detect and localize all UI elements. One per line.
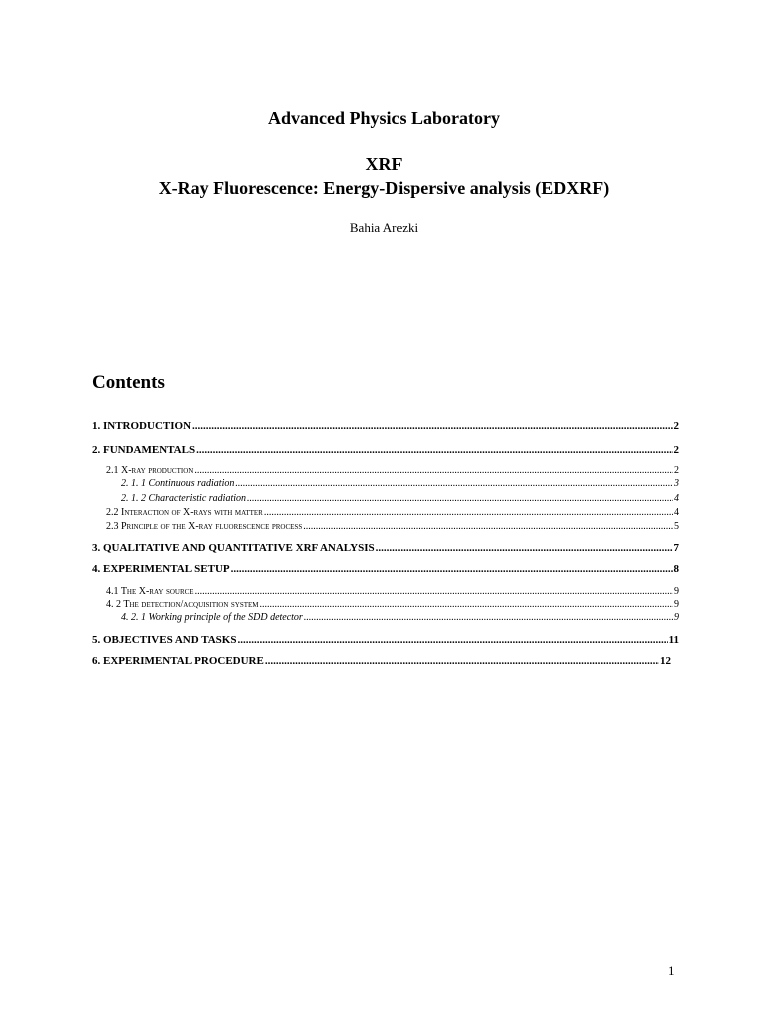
toc-entry-label: 4.1 The X-ray source [106, 586, 194, 597]
toc-leader-dots [304, 612, 673, 623]
toc-entry-detection-system[interactable] [106, 599, 679, 610]
toc-entry-sdd-detector[interactable] [121, 612, 679, 623]
toc-entry-page: 2 [673, 420, 679, 432]
toc-entry-page: 9 [674, 612, 679, 623]
toc-entry-page: 5 [674, 521, 679, 532]
toc-entry-label: 4. EXPERIMENTAL SETUP [92, 563, 230, 575]
toc-entry-page: 2 [673, 444, 679, 456]
author-name: Bahia Arezki [349, 220, 419, 235]
toc-leader-dots [235, 478, 673, 489]
toc-entry-page: 4 [674, 493, 679, 504]
toc-entry-label: 4. 2 The detection/acquisition system [106, 599, 259, 610]
lab-title: Advanced Physics Laboratory [267, 108, 500, 128]
toc-entry-xray-production[interactable] [106, 465, 679, 476]
full-title: X-Ray Fluorescence: Energy-Dispersive analysis (EDXRF) [158, 178, 610, 198]
toc-entry-interaction[interactable] [106, 507, 679, 518]
toc-leader-dots [196, 444, 672, 456]
toc-entry-label: 2. FUNDAMENTALS [92, 444, 196, 456]
toc-leader-dots [376, 542, 673, 554]
toc-entry-page: 9 [674, 586, 679, 597]
toc-entry-introduction[interactable] [92, 420, 679, 432]
toc-leader-dots [260, 599, 673, 610]
short-title: XRF [365, 154, 403, 174]
toc-entry-characteristic-radiation[interactable] [121, 493, 679, 504]
toc-entry-page: 8 [673, 563, 679, 575]
page-number: 1 [668, 963, 675, 978]
toc-leader-dots [265, 655, 659, 667]
toc-leader-dots [303, 521, 673, 532]
toc-leader-dots [231, 563, 673, 575]
toc-entry-page: 9 [674, 599, 679, 610]
toc-entry-label: 2.2 Interaction of X-rays with matter [106, 507, 263, 518]
toc-leader-dots [192, 420, 672, 432]
toc-entry-label: 1. INTRODUCTION [92, 420, 192, 432]
toc-entry-label: 4. 2. 1 Working principle of the SDD detector [121, 612, 303, 623]
toc-entry-procedure[interactable] [92, 655, 671, 667]
toc-entry-label: 2.1 X-ray production [106, 465, 194, 476]
toc-entry-objectives[interactable] [92, 634, 679, 646]
toc-leader-dots [264, 507, 673, 518]
toc-entry-page: 11 [668, 634, 679, 646]
toc-entry-label: 6. EXPERIMENTAL PROCEDURE [92, 655, 264, 667]
toc-entry-xray-source[interactable] [106, 586, 679, 597]
toc-entry-fundamentals[interactable] [92, 444, 679, 456]
toc-entry-label: 3. QUALITATIVE AND QUANTITATIVE XRF ANALYSIS [92, 542, 375, 554]
toc-leader-dots [194, 465, 673, 476]
toc-entry-experimental-setup[interactable] [92, 563, 679, 575]
toc-entry-analysis[interactable] [92, 542, 679, 554]
toc-entry-page: 2 [674, 465, 679, 476]
contents-heading: Contents [92, 372, 165, 393]
toc-entry-label: 5. OBJECTIVES AND TASKS [92, 634, 237, 646]
toc-entry-page: 4 [674, 507, 679, 518]
toc-entry-page: 7 [673, 542, 679, 554]
toc-entry-label: 2.3 Principle of the X-ray fluorescence process [106, 521, 303, 532]
toc-leader-dots [195, 586, 673, 597]
toc-entry-page: 3 [674, 478, 679, 489]
toc-entry-label: 2. 1. 1 Continuous radiation [121, 478, 235, 489]
toc-entry-fluorescence-principle[interactable] [106, 521, 679, 532]
toc-entry-label: 2. 1. 2 Characteristic radiation [121, 493, 246, 504]
toc-leader-dots [237, 634, 667, 646]
toc-entry-continuous-radiation[interactable] [121, 478, 679, 489]
toc-leader-dots [247, 493, 673, 504]
toc-entry-page: 12 [660, 655, 671, 667]
